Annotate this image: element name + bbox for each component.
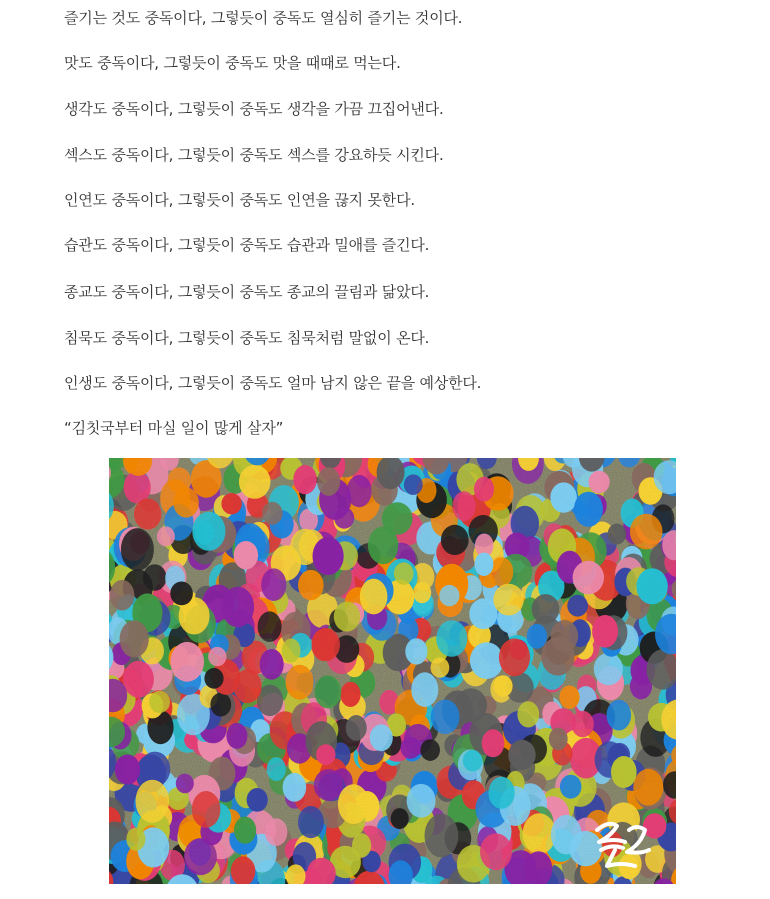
paint-dot — [282, 639, 301, 663]
paint-dot — [120, 620, 149, 657]
paint-dot — [411, 672, 438, 707]
paragraph-relationship: 인연도 중독이다, 그렇듯이 중독도 인연을 끊지 못한다. — [64, 191, 415, 209]
paint-dot — [226, 723, 247, 749]
paint-dot — [260, 649, 284, 680]
paint-dot — [136, 780, 170, 823]
paint-dot — [560, 775, 582, 799]
paint-dot — [267, 757, 286, 781]
paint-dot — [452, 491, 475, 521]
paint-dot — [195, 520, 215, 545]
paragraph-pleasure: 즐기는 것도 중독이다, 그렇듯이 중독도 열심히 즐기는 것이다. — [64, 9, 463, 27]
dot-painting-canvas — [109, 458, 676, 884]
paint-dot — [157, 526, 175, 546]
paint-dot — [413, 582, 431, 603]
paint-dot — [608, 523, 627, 544]
paint-dot — [527, 624, 547, 649]
paint-dot — [499, 638, 530, 676]
paint-dot — [293, 465, 317, 494]
paint-dot — [298, 806, 324, 838]
paint-dot — [298, 570, 324, 600]
paint-dot — [239, 465, 271, 499]
paint-dot — [420, 739, 440, 761]
paint-dot — [234, 817, 256, 844]
paint-dot — [286, 665, 314, 700]
paint-dot — [636, 568, 667, 604]
paint-dot — [480, 833, 512, 870]
paint-dot — [204, 668, 223, 689]
paint-dot — [234, 541, 258, 569]
paint-dot — [431, 657, 450, 677]
paint-dot — [571, 711, 593, 738]
paint-dot — [559, 685, 579, 709]
paint-dot — [221, 493, 241, 514]
paint-dot — [469, 598, 497, 629]
paint-dot — [312, 628, 340, 661]
paint-dot — [208, 647, 226, 666]
paint-dot — [261, 568, 286, 601]
paint-dot — [334, 602, 360, 632]
paragraph-religion: 종교도 중독이다, 그렇듯이 중독도 종교의 끌림과 닮았다. — [64, 283, 430, 301]
paint-dot — [346, 715, 367, 741]
paint-dot — [633, 769, 663, 806]
paint-dot — [439, 585, 459, 606]
paint-dot — [490, 557, 514, 587]
paint-dot — [247, 788, 268, 812]
paint-dot — [404, 474, 423, 495]
paragraph-silence: 침묵도 중독이다, 그렇듯이 중독도 침묵처럼 말없이 온다. — [64, 329, 430, 347]
paint-dot — [176, 774, 194, 794]
paint-dot — [210, 693, 231, 717]
paint-dot — [317, 467, 340, 496]
paint-dot — [630, 514, 663, 550]
paint-dot — [474, 477, 494, 502]
paint-dot — [340, 682, 360, 707]
paint-dot — [508, 740, 535, 770]
paint-dot — [352, 833, 371, 857]
paint-dot — [592, 615, 618, 648]
paint-dot — [474, 553, 493, 576]
paint-dot — [407, 784, 436, 818]
paragraph-closing-quote: “김칫국부터 마실 일이 많게 살자” — [64, 419, 284, 437]
paint-dot — [470, 642, 504, 679]
paint-dot — [550, 482, 577, 512]
paragraph-life: 인생도 중독이다, 그렇듯이 중독도 얼마 남지 않은 끝을 예상한다. — [64, 374, 482, 392]
paint-dot — [425, 814, 459, 858]
paragraph-sex: 섹스도 중독이다, 그렇듯이 중독도 섹스를 강요하듯 시킨다. — [64, 146, 444, 164]
paint-dot — [126, 828, 145, 851]
dot-painting-image — [109, 458, 676, 884]
paint-dot — [360, 579, 388, 615]
paint-dot — [482, 729, 505, 757]
paint-dot — [314, 769, 344, 801]
paint-dot — [494, 675, 513, 697]
paint-dot — [258, 611, 282, 642]
paint-dot — [517, 701, 539, 727]
paint-dot — [607, 700, 632, 731]
paint-dot — [431, 700, 460, 735]
paint-dot — [391, 808, 409, 829]
paint-dot — [315, 675, 342, 708]
paint-dot — [123, 661, 154, 698]
paint-dot — [170, 582, 193, 606]
paint-dot — [589, 471, 610, 494]
paint-dot — [489, 777, 515, 809]
paint-dot — [549, 728, 568, 751]
paint-dot — [134, 499, 162, 530]
paragraph-habit: 습관도 중독이다, 그렇듯이 중독도 습관과 밀애를 즐긴다. — [64, 236, 430, 254]
paint-dot — [338, 784, 369, 824]
paint-dot — [611, 756, 637, 788]
paint-dot — [370, 724, 393, 751]
paint-dot — [573, 561, 604, 595]
paint-dot — [569, 831, 602, 866]
paragraph-taste: 맛도 중독이다, 그렇듯이 중독도 맛을 때때로 먹는다. — [64, 54, 401, 72]
paint-dot — [110, 580, 135, 611]
paint-dot — [523, 813, 556, 854]
paint-dot — [368, 526, 398, 564]
paint-dot — [436, 620, 467, 657]
paint-dot — [463, 750, 483, 772]
paint-dot — [532, 594, 560, 624]
paint-dot — [551, 620, 579, 652]
paint-dot — [316, 744, 335, 765]
paint-dot — [405, 638, 427, 664]
paint-dot — [121, 528, 154, 571]
paint-dot — [265, 818, 288, 846]
paint-dot — [234, 669, 262, 703]
paint-dot — [401, 737, 421, 759]
paint-dot — [262, 502, 283, 525]
paint-dot — [313, 537, 344, 575]
paint-dot — [441, 525, 469, 555]
paint-dot — [493, 584, 523, 616]
paint-dot — [149, 691, 170, 713]
paint-dot — [115, 755, 140, 785]
paragraph-thought: 생각도 중독이다, 그렇듯이 중독도 생각을 가끔 끄집어낸다. — [64, 100, 444, 118]
paint-dot — [283, 773, 307, 802]
paint-dot — [170, 642, 204, 682]
paint-dot — [192, 791, 221, 828]
paint-dot — [184, 838, 217, 875]
paint-dot — [574, 492, 603, 527]
paint-dot — [643, 813, 666, 838]
paint-dot — [222, 587, 255, 628]
paint-dot — [567, 595, 588, 617]
paint-dot — [594, 653, 623, 685]
paint-dot — [394, 562, 414, 584]
paint-dot — [173, 487, 199, 517]
